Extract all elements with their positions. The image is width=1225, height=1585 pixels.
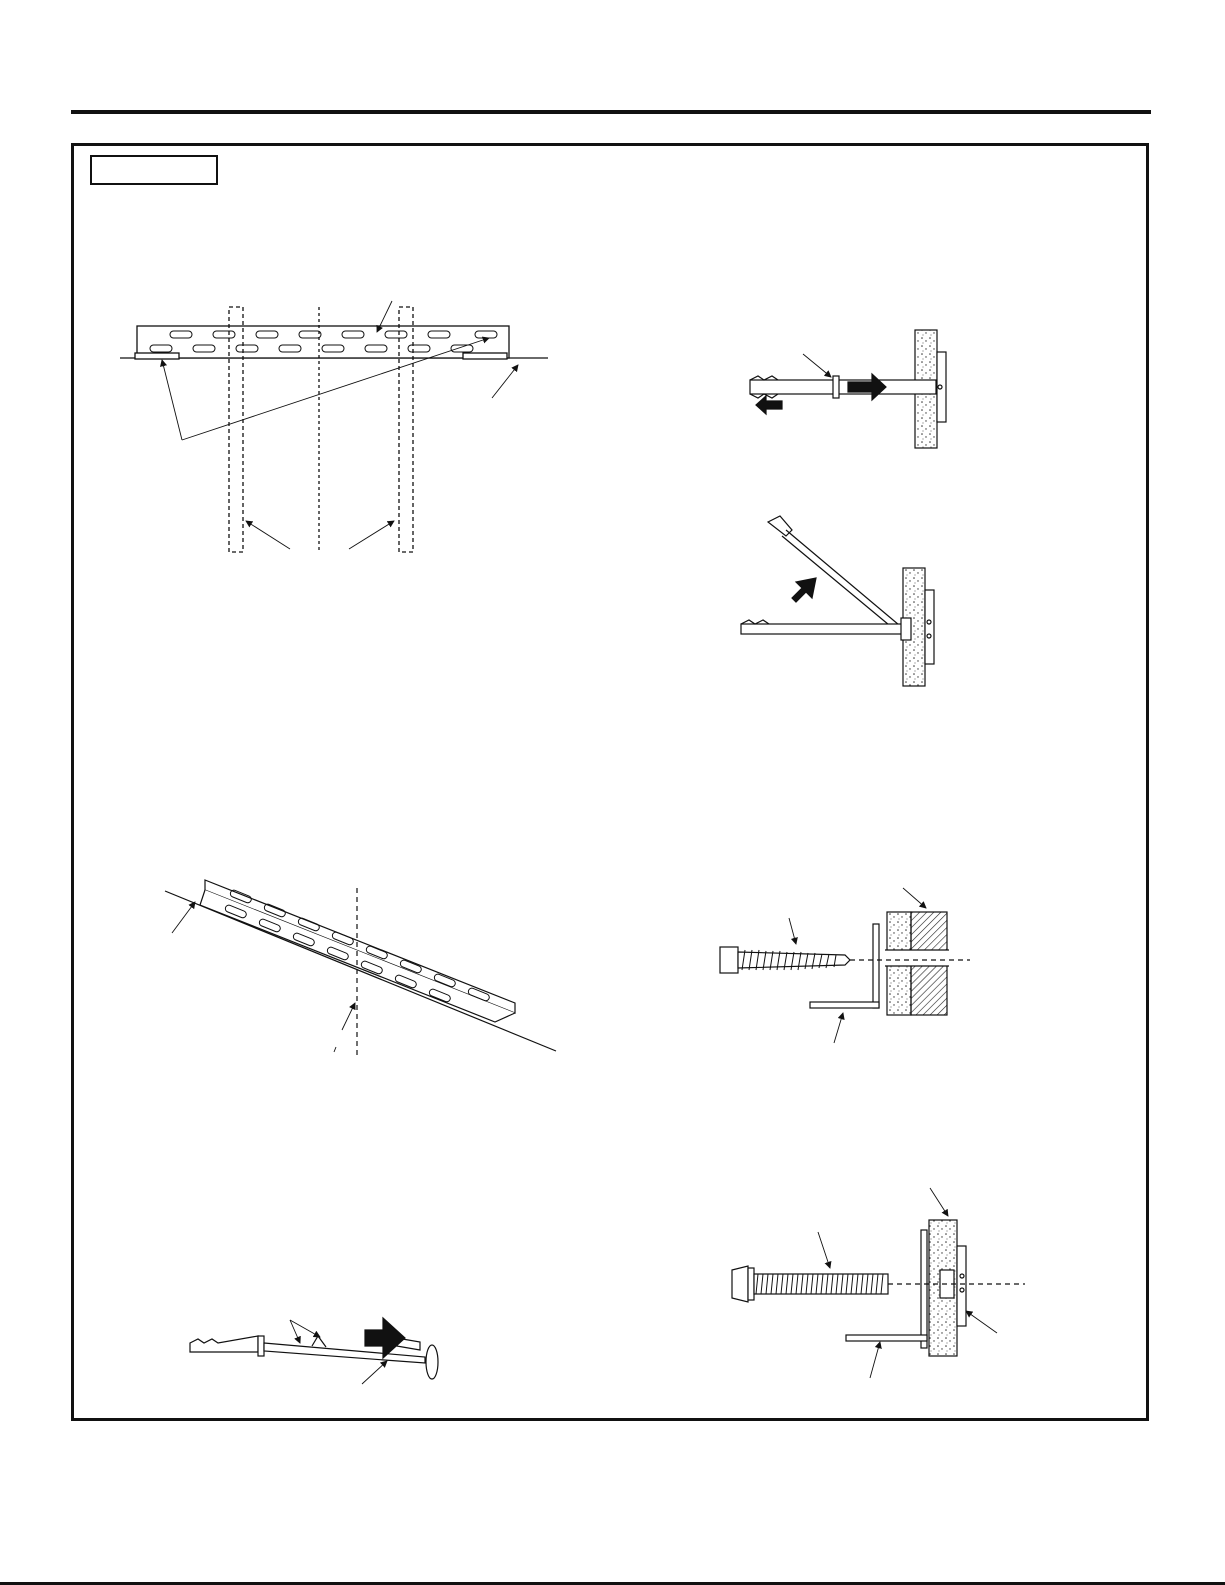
bracket-foot-left: [135, 353, 179, 359]
bracket-vertical: [873, 924, 879, 1008]
swing-arrow: [792, 578, 816, 602]
bracket-foot-right: [463, 353, 507, 359]
toggle-strap: [741, 624, 906, 634]
bracket-angled-view-figure: [165, 880, 556, 1057]
lag-screw-masonry-figure: [720, 888, 970, 1043]
collar: [833, 376, 839, 398]
bracket-foot: [810, 1002, 879, 1008]
toggle-anchor-insert-figure: [750, 330, 946, 448]
bracket-foot: [846, 1335, 927, 1341]
toggle-anchor-open-figure: [741, 516, 934, 686]
toggle-strap: [750, 380, 936, 394]
screw-head: [720, 947, 738, 973]
push-arrow: [848, 374, 886, 400]
toggle-anchor-side-figure: [190, 1318, 438, 1384]
anti-tip-bracket: [137, 326, 509, 358]
pull-arrow: [756, 396, 782, 414]
bolt-drywall-figure: [732, 1188, 1025, 1378]
screw-head: [426, 1345, 438, 1379]
bracket-top-view-figure: [120, 301, 548, 552]
bolt-head: [732, 1266, 748, 1302]
bracket-vertical: [921, 1230, 927, 1348]
